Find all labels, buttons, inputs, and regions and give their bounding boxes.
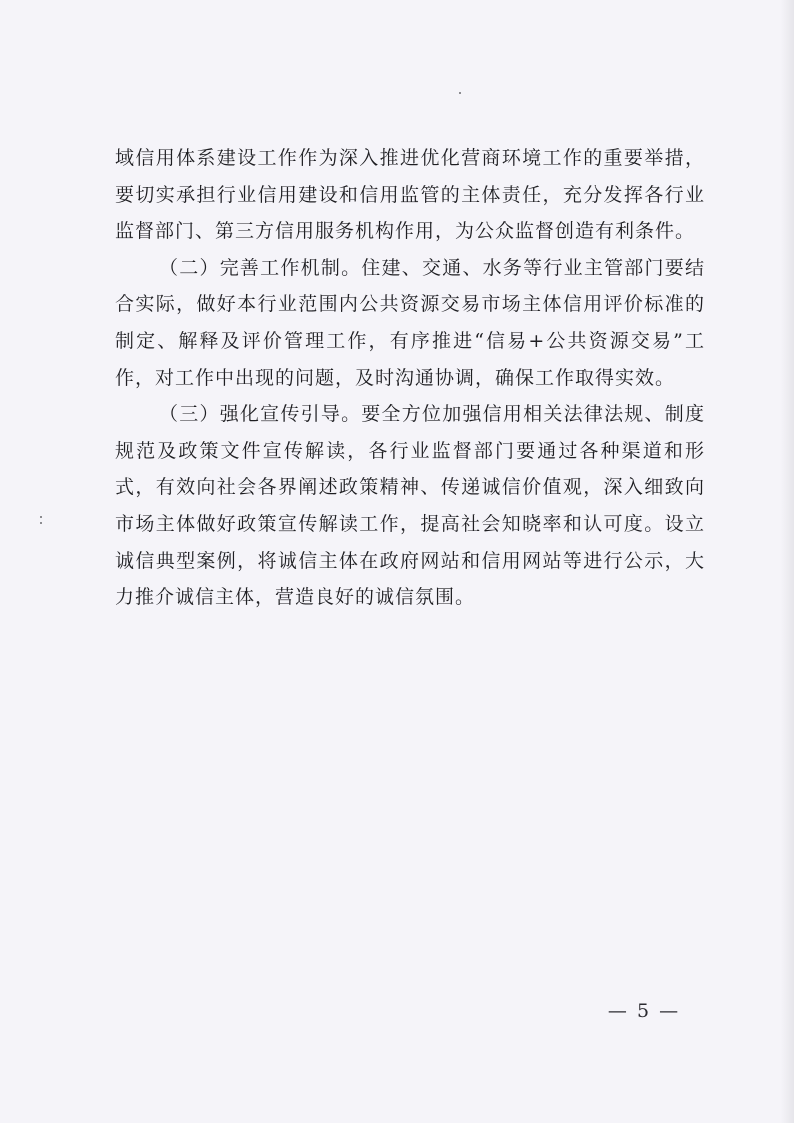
paragraph-continuation: 域信用体系建设工作作为深入推进优化营商环境工作的重要举措，要切实承担行业信用建设和信用监管的主体责任，充分发挥各行业监督部门、第三方信用服务机构作用，为公众监督创造有利条件。 — [115, 147, 705, 243]
page-number: — 5 — — [607, 1000, 681, 1022]
paragraph-strengthen-publicity: （三）强化宣传引导。要全方位加强信用相关法律法规、制度规范及政策文件宣传解读，各行业监督部门要通过各种渠道和形式，有效向社会各界阐述政策精神、传递诚信价值观，深入细致向市场主体做好政策宣传解读工作，提高社会知晓率和认可度。设立诚信典型案例，将诚信主体在政府网站和信用网站等进行公示，大力推介诚信主体，营造良好的诚信氛围。 — [115, 403, 705, 609]
scan-speck — [40, 516, 42, 518]
scan-speck — [40, 522, 42, 524]
document-body — [115, 140, 705, 616]
paragraph-improve-mechanism: （二）完善工作机制。住建、交通、水务等行业主管部门要结合实际，做好本行业范围内公共资源交易市场主体信用评价标准的制定、解释及评价管理工作，有序推进“信易+公共资源交易”工作，对工作中出现的问题，及时沟通协调，确保工作取得实效。 — [115, 256, 705, 389]
scan-speck — [459, 92, 461, 94]
scan-edge-shadow — [780, 0, 794, 1123]
